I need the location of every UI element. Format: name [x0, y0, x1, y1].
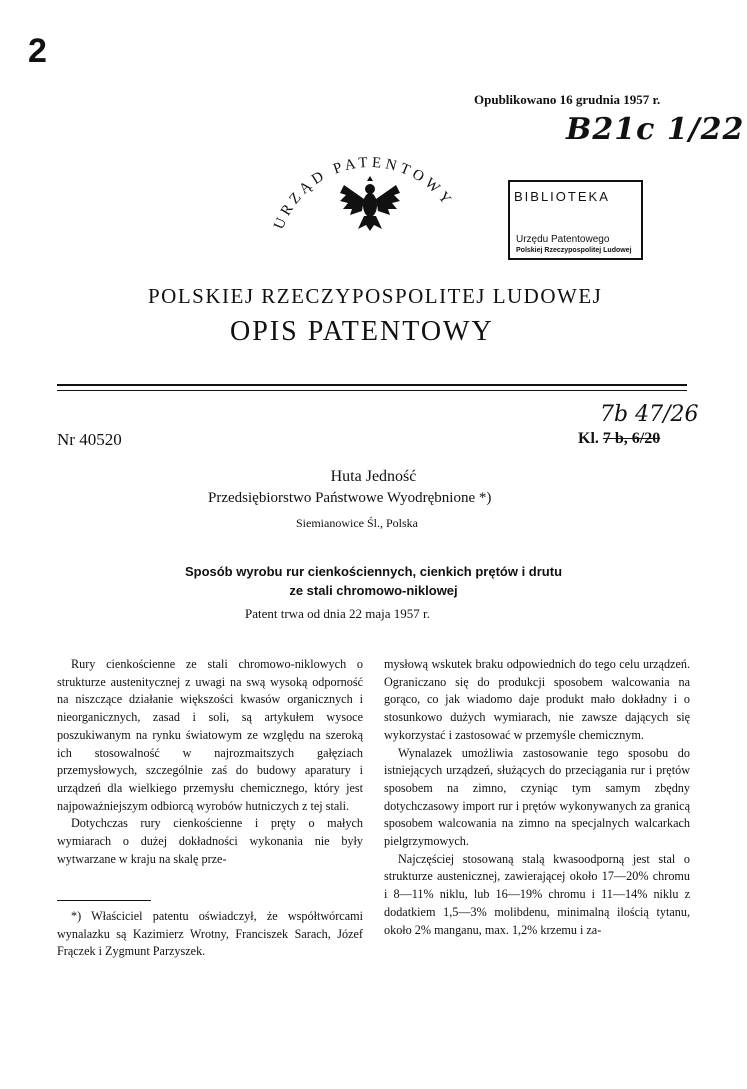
library-stamp: [508, 180, 643, 260]
owner-name: Huta Jedność: [330, 468, 417, 485]
footnote-divider: [57, 900, 151, 901]
stamp-title: BIBLIOTEKA: [514, 189, 610, 204]
stamp-line-1: Urzędu Patentowego: [516, 234, 610, 245]
owner-location: Siemianowice Śl., Polska: [296, 516, 418, 530]
invention-title-line-2: ze stali chromowo-niklowej: [289, 583, 458, 598]
patent-class-handwritten: 7b 47/26: [600, 402, 699, 427]
country-heading: POLSKIEJ RZECZYPOSPOLITEJ LUDOWEJ: [148, 284, 603, 308]
body-paragraph: Najczęściej stosowaną stalą kwasoodporną jest stal o strukturze austenicznej, zawierającej około 17—20% chromu i 8—11% niklu, lub 16—19% chromu i 11—14% niklu z dodatkiem 1,5—3% molibdenu, minimalną ilością tytanu, około 2% manganu, max. 1,2% krzemu i za-: [384, 851, 690, 937]
handwritten-class-annotation: B21c 1/22: [566, 112, 745, 147]
invention-title-line-1: Sposób wyrobu rur cienkościennych, cienkich prętów i drutu: [184, 564, 563, 579]
patent-class-old: 7 b, 6/20: [602, 430, 661, 447]
document-type-heading: OPIS PATENTOWY: [230, 316, 494, 347]
body-paragraph: mysłową wskutek braku odpowiednich do tego celu urządzeń. Ograniczano się do produkcji sposobem walcowania na gorąco, co jak wiadomo daje produkt mało dokładny i o stosunkowo dużych wymiarach, nie zawsze dających się wykorzystać i zastosować w przemyśle chemicznym.: [384, 657, 690, 742]
eagle-icon: [340, 176, 400, 231]
header-divider-thick: [57, 384, 687, 386]
stamp-line-2: Polskiej Rzeczypospolitej Ludowej: [516, 247, 632, 254]
emblem-text: URZĄD PATENTOWY: [271, 154, 457, 232]
header-divider-thin: [57, 390, 687, 391]
patent-office-emblem: [250, 145, 490, 250]
page-number: 2: [28, 32, 47, 70]
patent-duration: Patent trwa od dnia 22 maja 1957 r.: [245, 606, 430, 621]
footnote: *) Właściciel patentu oświadczył, że współtwórcami wynalazku są Kazimierz Wrotny, Franciszek Sarach, Józef Frączek i Zygmunt Parzyszek.: [57, 909, 363, 959]
patent-class-label: Kl.: [578, 430, 599, 447]
publication-date: Opublikowano 16 grudnia 1957 r.: [474, 92, 661, 107]
patent-number: Nr 40520: [57, 430, 122, 449]
body-column-right: [384, 656, 690, 939]
body-paragraph: Rury cienkościenne ze stali chromowo-niklowych o strukturze austenitycznej z uwagi na swą wysoką odporność na niszczące działanie większości kwasów organicznych i nieorganicznych, zasad i soli, są artykułem wysoce poszukiwanym na rynku światowym ze względu na szeroką ich stosowalność w najrozmaitszych gałęziach przemysłowych, szczególnie zaś do budowy aparatury i urządzeń dla wielkiego przemysłu chemicznego, który jest najpoważniejszym odbiorcą wyrobów hutniczych z tej stali.: [57, 657, 363, 813]
body-column-left: [57, 656, 363, 868]
body-paragraph: Dotychczas rury cienkościenne i pręty o małych wymiarach o dużej dokładności wykonania nie były wytwarzane w kraju na skalę prze-: [57, 816, 363, 866]
patent-class: [578, 430, 660, 448]
body-paragraph: Wynalazek umożliwia zastosowanie tego sposobu do istniejących urządzeń, służących do przeciągania rur i prętów sposobem na zimno, czyniąc tym samym zbędny dotychczasowy import rur i prętów wykonywanych za granicą sposobem walcowania na zimno na specjalnych walcarkach pielgrzymowych.: [384, 745, 690, 849]
owner-type: Przedsiębiorstwo Państwowe Wyodrębnione *): [208, 490, 492, 506]
